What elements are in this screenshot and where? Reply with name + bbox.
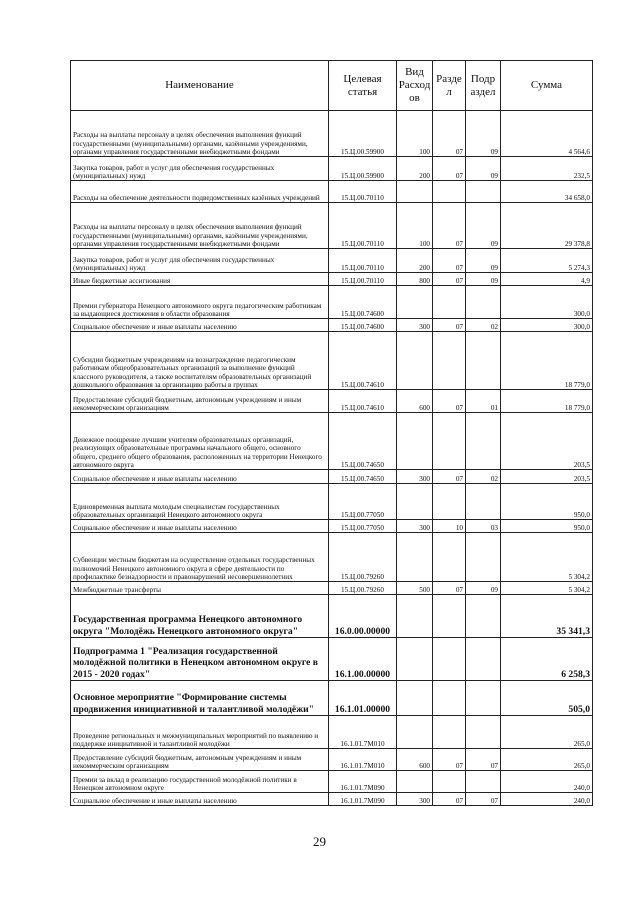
row-subsection <box>466 533 501 582</box>
row-subsection <box>466 595 501 638</box>
row-section <box>433 595 466 638</box>
row-target: 15.Ц.00.59900 <box>329 157 397 181</box>
row-target: 16.1.01.7М090 <box>329 793 397 806</box>
row-type: 300 <box>397 319 433 332</box>
row-sum: 265,0 <box>501 749 593 771</box>
row-name: Проведение региональных и межмуниципальных мероприятий по выявлению и поддержке инициативной и талантливой молодёжи <box>71 716 329 749</box>
row-type: 300 <box>397 793 433 806</box>
row-section: 07 <box>433 249 466 273</box>
row-subsection: 09 <box>466 111 501 157</box>
table-row <box>71 413 593 470</box>
row-name: Расходы на выплаты персоналу в целях обеспечения выполнения функций государственными (муниципальными) органами, казёнными учреждениями, органами управления государственными внебюджетными фондами <box>71 111 329 157</box>
row-sum: 5 274,3 <box>501 249 593 273</box>
table-row <box>71 484 593 520</box>
row-target: 15.Ц.00.79260 <box>329 582 397 595</box>
row-section: 07 <box>433 390 466 413</box>
row-type <box>397 181 433 203</box>
row-name: Единовременная выплата молодым специалистам государственных образовательных организаций Ненецкого автономного округа <box>71 484 329 520</box>
row-sum: 18 779,0 <box>501 332 593 390</box>
row-section <box>433 181 466 203</box>
row-target: 15.Ц.00.70110 <box>329 249 397 273</box>
row-subsection: 09 <box>466 203 501 249</box>
row-subsection: 09 <box>466 249 501 273</box>
row-target: 15.Ц.00.74650 <box>329 413 397 470</box>
row-section: 07 <box>433 470 466 484</box>
table-row <box>71 520 593 533</box>
row-type <box>397 286 433 319</box>
row-section <box>433 771 466 793</box>
row-name: Социальное обеспечение и иные выплаты населению <box>71 319 329 332</box>
table-row <box>71 286 593 319</box>
row-name: Расходы на обеспечение деятельности подведомственных казённых учреждений <box>71 181 329 203</box>
row-type: 100 <box>397 111 433 157</box>
row-subsection <box>466 638 501 681</box>
table-row <box>71 470 593 484</box>
row-name: Социальное обеспечение и иные выплаты населению <box>71 793 329 806</box>
row-subsection: 07 <box>466 793 501 806</box>
table-row <box>71 533 593 582</box>
row-target: 15.Ц.00.77050 <box>329 484 397 520</box>
row-subsection <box>466 332 501 390</box>
row-subsection <box>466 181 501 203</box>
header-subsection: Подр аздел <box>466 61 501 111</box>
row-section <box>433 533 466 582</box>
row-name: Денежное поощрение лучшим учителям образовательных организаций, реализующих образовательные программы начального общего, основного общего, среднего общего образования, расположенных на территории Ненецкого автономного округа <box>71 413 329 470</box>
row-section <box>433 484 466 520</box>
row-section: 07 <box>433 273 466 286</box>
row-target: 15.Ц.00.74600 <box>329 319 397 332</box>
table-row <box>71 111 593 157</box>
row-section: 07 <box>433 157 466 181</box>
table-row <box>71 793 593 806</box>
row-name: Подпрограмма 1 "Реализация государственной молодёжной политики в Ненецком автономном округе в 2015 - 2020 годах" <box>71 638 329 681</box>
row-subsection <box>466 681 501 716</box>
row-section: 10 <box>433 520 466 533</box>
row-sum: 232,5 <box>501 157 593 181</box>
row-target: 16.1.01.7М090 <box>329 771 397 793</box>
row-subsection: 01 <box>466 390 501 413</box>
table-row <box>71 716 593 749</box>
row-section <box>433 413 466 470</box>
row-type: 600 <box>397 749 433 771</box>
row-sum: 18 779,0 <box>501 390 593 413</box>
header-target: Целевая статья <box>329 61 397 111</box>
row-sum: 203,5 <box>501 470 593 484</box>
row-type: 200 <box>397 249 433 273</box>
row-subsection: 03 <box>466 520 501 533</box>
row-name: Субвенции местным бюджетам на осуществление отдельных государственных полномочий Ненецкого автономного округа в сфере деятельности по профилактике безнадзорности и правонарушений несовершеннолетних <box>71 533 329 582</box>
table-row <box>71 749 593 771</box>
row-subsection: 09 <box>466 582 501 595</box>
row-type <box>397 332 433 390</box>
table-row <box>71 771 593 793</box>
row-sum: 4,9 <box>501 273 593 286</box>
table-row <box>71 157 593 181</box>
page-number: 29 <box>313 834 326 849</box>
row-section: 07 <box>433 111 466 157</box>
row-target: 16.0.00.00000 <box>329 595 397 638</box>
row-target: 16.1.01.7М010 <box>329 749 397 771</box>
row-sum: 4 564,6 <box>501 111 593 157</box>
row-target: 15.Ц.00.70110 <box>329 203 397 249</box>
row-subsection <box>466 484 501 520</box>
row-section: 07 <box>433 319 466 332</box>
row-target: 15.Ц.00.70110 <box>329 181 397 203</box>
table-row <box>71 390 593 413</box>
row-sum: 35 341,3 <box>501 595 593 638</box>
row-name: Расходы на выплаты персоналу в целях обеспечения выполнения функций государственными (муниципальными) органами, казёнными учреждениями, органами управления государственными внебюджетными фондами <box>71 203 329 249</box>
row-subsection <box>466 286 501 319</box>
header-type: Вид Расход ов <box>397 61 433 111</box>
row-target: 16.1.00.00000 <box>329 638 397 681</box>
row-sum: 505,0 <box>501 681 593 716</box>
table-row <box>71 319 593 332</box>
row-subsection: 02 <box>466 470 501 484</box>
row-type: 500 <box>397 582 433 595</box>
row-type <box>397 533 433 582</box>
table-row <box>71 638 593 681</box>
row-type <box>397 716 433 749</box>
row-subsection <box>466 716 501 749</box>
row-type: 200 <box>397 157 433 181</box>
row-name: Межбюджетные трансферты <box>71 582 329 595</box>
row-sum: 5 304,2 <box>501 582 593 595</box>
table-row <box>71 595 593 638</box>
row-name: Иные бюджетные ассигнования <box>71 273 329 286</box>
table-row <box>71 249 593 273</box>
row-subsection: 07 <box>466 749 501 771</box>
row-name: Социальное обеспечение и иные выплаты населению <box>71 520 329 533</box>
row-sum: 6 258,3 <box>501 638 593 681</box>
row-target: 15.Ц.00.59900 <box>329 111 397 157</box>
row-sum: 240,0 <box>501 771 593 793</box>
row-type: 600 <box>397 390 433 413</box>
row-name: Премии губернатора Ненецкого автономного округа педагогическим работникам за выдающиеся достижения в области образования <box>71 286 329 319</box>
row-subsection: 09 <box>466 273 501 286</box>
row-sum: 5 304,2 <box>501 533 593 582</box>
row-type: 300 <box>397 470 433 484</box>
row-sum: 265,0 <box>501 716 593 749</box>
row-target: 16.1.01.7М010 <box>329 716 397 749</box>
row-target: 15.Ц.00.74600 <box>329 286 397 319</box>
row-section: 07 <box>433 749 466 771</box>
row-sum: 950,0 <box>501 520 593 533</box>
row-subsection: 02 <box>466 319 501 332</box>
row-type <box>397 595 433 638</box>
row-target: 15.Ц.00.74650 <box>329 470 397 484</box>
row-type <box>397 681 433 716</box>
row-type: 100 <box>397 203 433 249</box>
row-type: 800 <box>397 273 433 286</box>
row-name: Закупка товаров, работ и услуг для обеспечения государственных (муниципальных) нужд <box>71 157 329 181</box>
row-section <box>433 638 466 681</box>
table-row <box>71 181 593 203</box>
row-sum: 300,0 <box>501 319 593 332</box>
row-type <box>397 484 433 520</box>
header-sum: Сумма <box>501 61 593 111</box>
row-sum: 34 658,0 <box>501 181 593 203</box>
row-type <box>397 638 433 681</box>
table-header-row <box>71 61 593 111</box>
table-row <box>71 273 593 286</box>
header-name: Наименование <box>71 61 329 111</box>
row-name: Субсидии бюджетным учреждениям на вознаграждение педагогическим работникам общеобразовательных организаций за выполнение функций классного руководителя, а также воспитателям образовательных организаций дошкольного образования за организацию работы в группах <box>71 332 329 390</box>
row-subsection <box>466 771 501 793</box>
row-target: 15.Ц.00.74610 <box>329 332 397 390</box>
row-name: Социальное обеспечение и иные выплаты населению <box>71 470 329 484</box>
row-section: 07 <box>433 793 466 806</box>
row-sum: 29 378,8 <box>501 203 593 249</box>
row-name: Премии за вклад в реализацию государственной молодёжной политики в Ненецком автономном округе <box>71 771 329 793</box>
row-type <box>397 771 433 793</box>
row-sum: 240,0 <box>501 793 593 806</box>
row-sum: 950,0 <box>501 484 593 520</box>
row-name: Закупка товаров, работ и услуг для обеспечения государственных (муниципальных) нужд <box>71 249 329 273</box>
row-section: 07 <box>433 582 466 595</box>
row-target: 15.Ц.00.70110 <box>329 273 397 286</box>
row-target: 16.1.01.00000 <box>329 681 397 716</box>
row-target: 15.Ц.00.79260 <box>329 533 397 582</box>
header-section: Разде л <box>433 61 466 111</box>
row-name: Предоставление субсидий бюджетным, автономным учреждениям и иным некоммерческим организациям <box>71 390 329 413</box>
row-section <box>433 332 466 390</box>
row-name: Основное мероприятие "Формирование системы продвижения инициативной и талантливой молодёжи" <box>71 681 329 716</box>
row-sum: 203,5 <box>501 413 593 470</box>
table-row <box>71 681 593 716</box>
row-name: Предоставление субсидий бюджетным, автономным учреждениям и иным некоммерческим организациям <box>71 749 329 771</box>
row-section <box>433 716 466 749</box>
row-target: 15.Ц.00.74610 <box>329 390 397 413</box>
row-target: 15.Ц.00.77050 <box>329 520 397 533</box>
row-section: 07 <box>433 203 466 249</box>
row-name: Государственная программа Ненецкого автономного округа "Молодёжь Ненецкого автономного округа" <box>71 595 329 638</box>
table-row <box>71 203 593 249</box>
row-type <box>397 413 433 470</box>
row-sum: 300,0 <box>501 286 593 319</box>
table-row <box>71 582 593 595</box>
row-type: 300 <box>397 520 433 533</box>
row-section <box>433 286 466 319</box>
row-subsection: 09 <box>466 157 501 181</box>
table-row <box>71 332 593 390</box>
row-section <box>433 681 466 716</box>
row-subsection <box>466 413 501 470</box>
budget-table <box>70 60 593 806</box>
